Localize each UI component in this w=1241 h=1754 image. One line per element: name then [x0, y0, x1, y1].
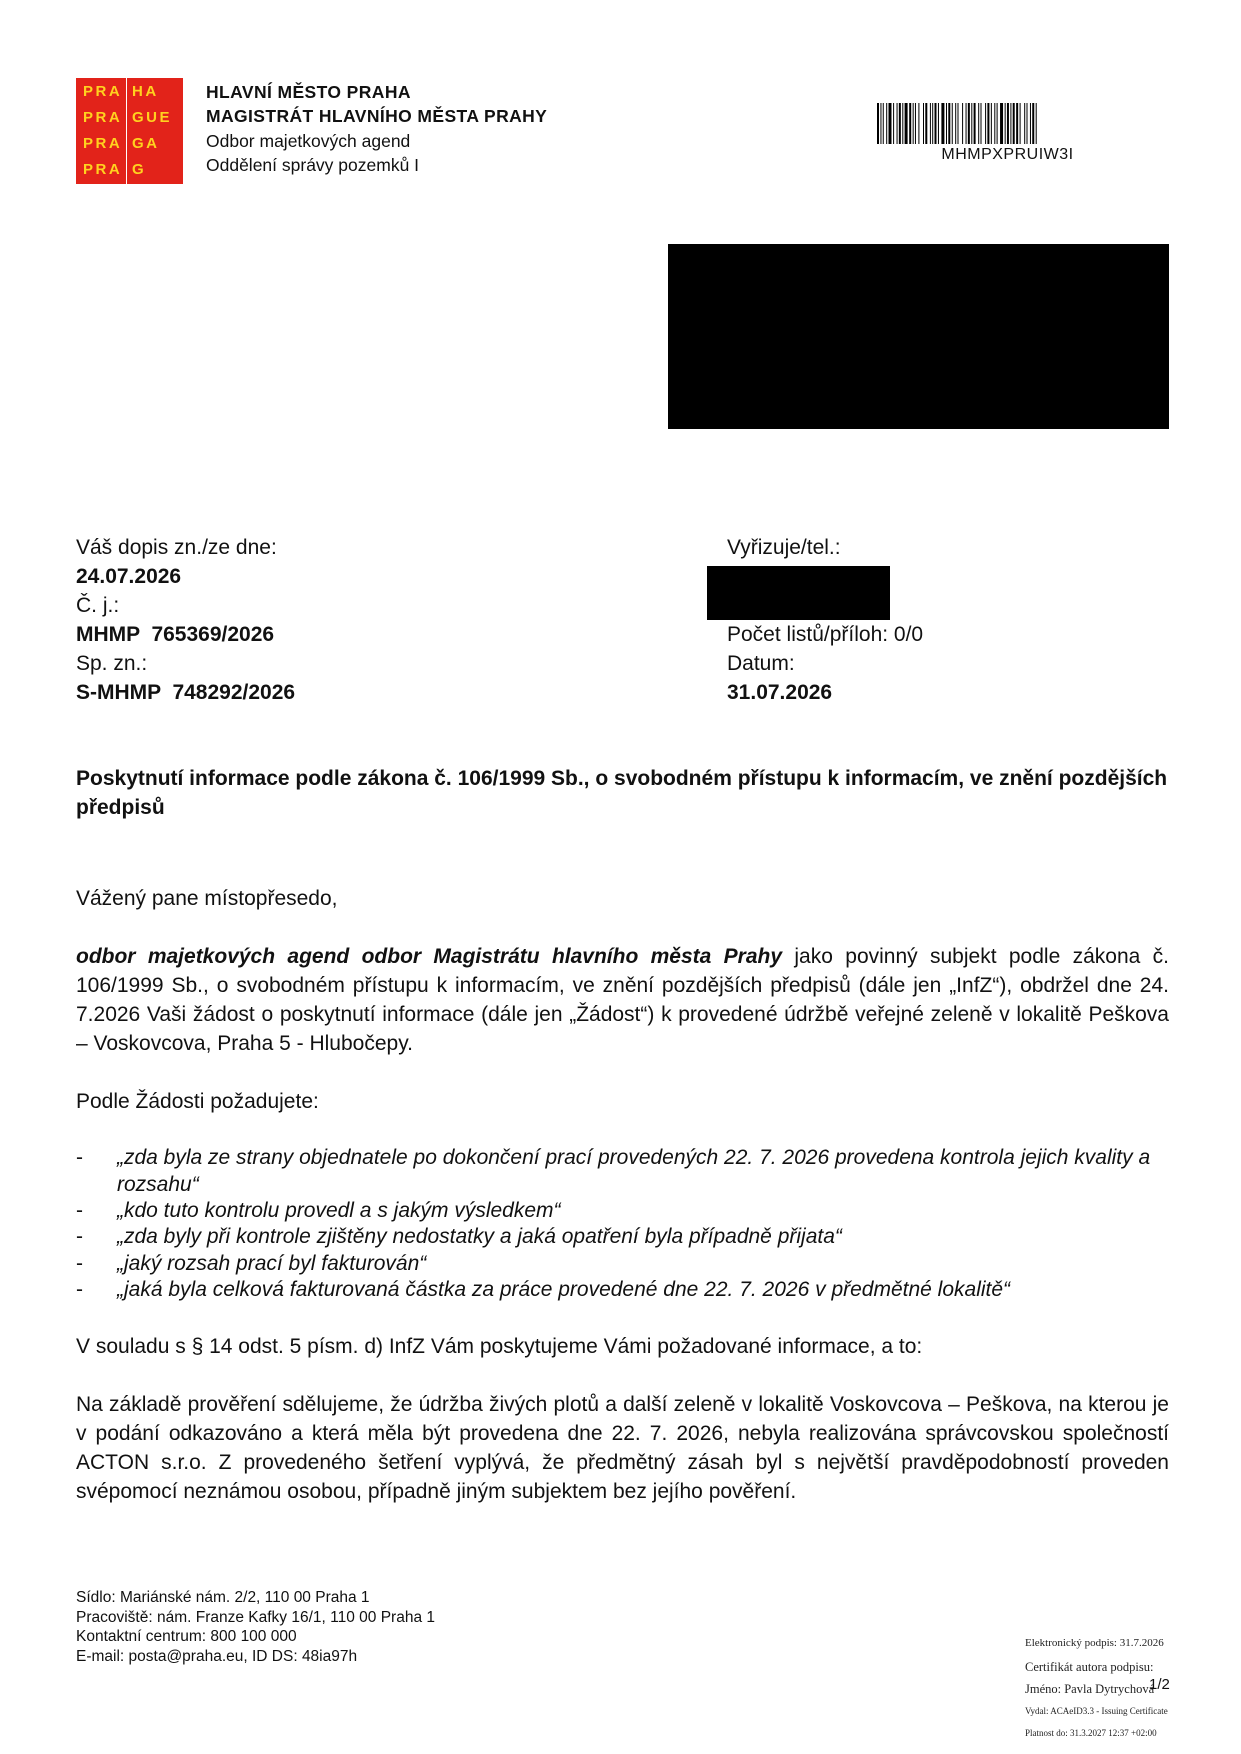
logo-text: GA — [132, 135, 160, 152]
barcode-bar — [991, 103, 992, 144]
barcode-bar — [1030, 103, 1031, 144]
barcode-bar — [971, 103, 972, 144]
logo-text: PRA — [83, 161, 123, 178]
request-text: „jaký rozsah prací byl fakturován“ — [117, 1252, 427, 1275]
list-item — [76, 1198, 1169, 1225]
barcode-bar — [909, 103, 911, 144]
section-name: Oddělení správy pozemků I — [206, 155, 420, 175]
logo-text: GUE — [132, 109, 173, 126]
barcode — [877, 103, 1138, 144]
barcode-bar — [902, 103, 903, 144]
magistrate-name: MAGISTRÁT HLAVNÍHO MĚSTA PRAHY — [206, 106, 548, 126]
footer-seat: Sídlo: Mariánské nám. 2/2, 110 00 Praha 1 — [76, 1589, 370, 1606]
barcode-bar — [915, 103, 916, 144]
barcode-bar — [974, 103, 976, 144]
intro-rest: jako povinný subjekt podle zákona č. 106/1999 Sb., o svobodném přístupu k informacím, ve znění pozdějších předpisů (dále jen „InfZ“), obdržel dne 24. 7.2026 Vaši žádost o poskytnutí informace (dále jen „Žádost“) k provedené údržbě veřejné zeleně v lokalitě Peškova – Voskovcova, Praha 5 - Hlubočepy. — [76, 945, 1169, 1055]
barcode-bar — [981, 103, 982, 144]
list-item — [76, 1145, 1169, 1199]
intro-paragraph — [76, 942, 1169, 1058]
your-letter-date: 24.07.2026 — [76, 565, 182, 588]
signature-cert-label: Certifikát autora podpisu: — [1025, 1660, 1154, 1674]
barcode-bar — [905, 103, 908, 144]
bullet-dash: - — [76, 1278, 83, 1301]
barcode-bar — [883, 103, 884, 144]
list-item — [76, 1277, 1169, 1304]
request-text: „jaká byla celková fakturovaná částka za práce provedené dne 22. 7. 2026 v předmětné lokalitě“ — [117, 1278, 1011, 1301]
cj-value: MHMP 765369/2026 — [76, 623, 275, 646]
barcode-bar — [968, 103, 970, 144]
barcode-bar — [997, 103, 998, 144]
spzn-value: S-MHMP 748292/2026 — [76, 681, 296, 704]
logo-row — [76, 158, 183, 180]
signature-date: Elektronický podpis: 31.7.2026 — [1025, 1637, 1164, 1649]
barcode-bar — [1016, 103, 1018, 144]
barcode-bar — [994, 103, 995, 144]
barcode-bar — [1020, 103, 1021, 144]
logo-divider — [126, 78, 127, 184]
city-name: HLAVNÍ MĚSTO PRAHA — [206, 82, 411, 102]
barcode-bar — [899, 103, 901, 144]
signature-issuer: Vydal: ACAeID3.3 - Issuing Certificate — [1025, 1706, 1168, 1716]
pages-count: Počet listů/příloh: 0/0 — [727, 623, 924, 646]
signature-validity: Platnost do: 31.3.2027 12:37 +02:00 — [1025, 1728, 1157, 1738]
barcode-bar — [1032, 103, 1034, 144]
list-item — [76, 1251, 1169, 1278]
logo-text: HA — [132, 83, 159, 100]
requests-intro: Podle Žádosti požadujete: — [76, 1090, 319, 1113]
list-item — [76, 1224, 1169, 1251]
barcode-bar — [897, 103, 898, 144]
barcode-bar — [1005, 103, 1006, 144]
barcode-bar — [918, 103, 919, 144]
department-name: Odbor majetkových agend — [206, 131, 411, 151]
spzn-label: Sp. zn.: — [76, 652, 148, 675]
barcode-bar — [930, 103, 931, 144]
bullet-dash: - — [76, 1225, 83, 1248]
barcode-bar — [962, 103, 963, 144]
barcode-bar — [985, 103, 986, 144]
request-text: „kdo tuto kontrolu provedl a s jakým výsledkem“ — [117, 1199, 561, 1222]
provision-paragraph: V souladu s § 14 odst. 5 písm. d) InfZ Vám poskytujeme Vámi požadované informace, a to: — [76, 1335, 923, 1358]
footer-contact-centre: Kontaktní centrum: 800 100 000 — [76, 1628, 297, 1645]
logo-text: PRA — [83, 83, 123, 100]
footer-email: E-mail: posta@praha.eu, ID DS: 48ia97h — [76, 1647, 358, 1665]
barcode-bar — [932, 103, 933, 144]
logo-row — [76, 80, 183, 102]
barcode-bar — [958, 103, 959, 144]
barcode-bar — [946, 103, 947, 144]
barcode-bar — [955, 103, 956, 144]
barcode-bar — [948, 103, 950, 144]
barcode-bar — [877, 103, 879, 144]
redacted-contact — [707, 566, 890, 620]
redacted-address — [668, 244, 1169, 429]
finding-paragraph: Na základě prověření sdělujeme, že údržba živých plotů a další zeleně v lokalitě Voskovcova – Peškova, na kterou je v podání odkazováno a která měla být provedena dne 22. 7. 2026, nebyla realizována správcovskou společností ACTON s.r.o. Z provedeného šetření vyplývá, že předmětný zásah byl s největší pravděpodobností proveden svépomocí neznámou osobou, případně jiným subjektem bez jejího pověření. — [76, 1393, 1169, 1503]
barcode-bar — [938, 103, 939, 144]
footer-office: Pracoviště: nám. Franze Kafky 16/1, 110 00 Praha 1 — [76, 1608, 435, 1626]
bullet-dash: - — [76, 1146, 83, 1169]
handled-by-label: Vyřizuje/tel.: — [727, 536, 841, 559]
bullet-dash: - — [76, 1199, 83, 1222]
barcode-bar — [893, 103, 894, 144]
barcode-bar — [987, 103, 989, 144]
barcode-bar — [1027, 103, 1028, 144]
barcode-bar — [913, 103, 914, 144]
prague-logo — [76, 78, 183, 184]
request-text: „zda byla ze strany objednatele po dokončení prací provedených 22. 7. 2026 provedena kontrola jejich kvality a rozsahu“ — [117, 1146, 1151, 1196]
barcode-bar — [941, 103, 944, 144]
barcode-bar — [880, 103, 881, 144]
logo-text: PRA — [83, 109, 123, 126]
logo-row — [76, 106, 183, 128]
barcode-bar — [923, 103, 924, 144]
barcode-bar — [1013, 103, 1015, 144]
barcode-bar — [952, 103, 953, 144]
barcode-bar — [1010, 103, 1011, 144]
barcode-bar — [886, 103, 887, 144]
intro-bold: odbor majetkových agend odbor Magistrátu hlavního města Prahy — [76, 945, 783, 968]
cj-label: Č. j.: — [76, 594, 120, 617]
footer-contacts — [76, 1588, 435, 1666]
page-number: 1/2 — [1149, 1676, 1170, 1693]
logo-text: PRA — [83, 135, 123, 152]
your-letter-label: Váš dopis zn./ze dne: — [76, 536, 277, 559]
logo-row — [76, 132, 183, 154]
salutation: Vážený pane místopřesedo, — [76, 887, 338, 910]
request-text: „zda byly při kontrole zjištěny nedostatky a jaká opatření byla případně přijata“ — [117, 1225, 842, 1248]
barcode-bar — [1036, 103, 1037, 144]
barcode-bar — [1000, 103, 1003, 144]
bullet-dash: - — [76, 1252, 83, 1275]
barcode-bar — [1024, 103, 1025, 144]
barcode-bar — [966, 103, 967, 144]
barcode-bar — [978, 103, 979, 144]
barcode-bar — [889, 103, 892, 144]
logo-text: G — [132, 161, 147, 178]
date-label: Datum: — [727, 652, 795, 675]
date-value: 31.07.2026 — [727, 681, 833, 704]
barcode-code: MHMPXPRUIW3I — [941, 146, 1074, 163]
signature-name: Jméno: Pavla Dytrychová — [1025, 1682, 1155, 1696]
barcode-bar — [935, 103, 937, 144]
barcode-bar — [925, 103, 927, 144]
letter-subject: Poskytnutí informace podle zákona č. 106/1999 Sb., o svobodném přístupu k informacím, ve znění pozdějších předpisů — [76, 767, 1168, 819]
barcode-bar — [1007, 103, 1009, 144]
